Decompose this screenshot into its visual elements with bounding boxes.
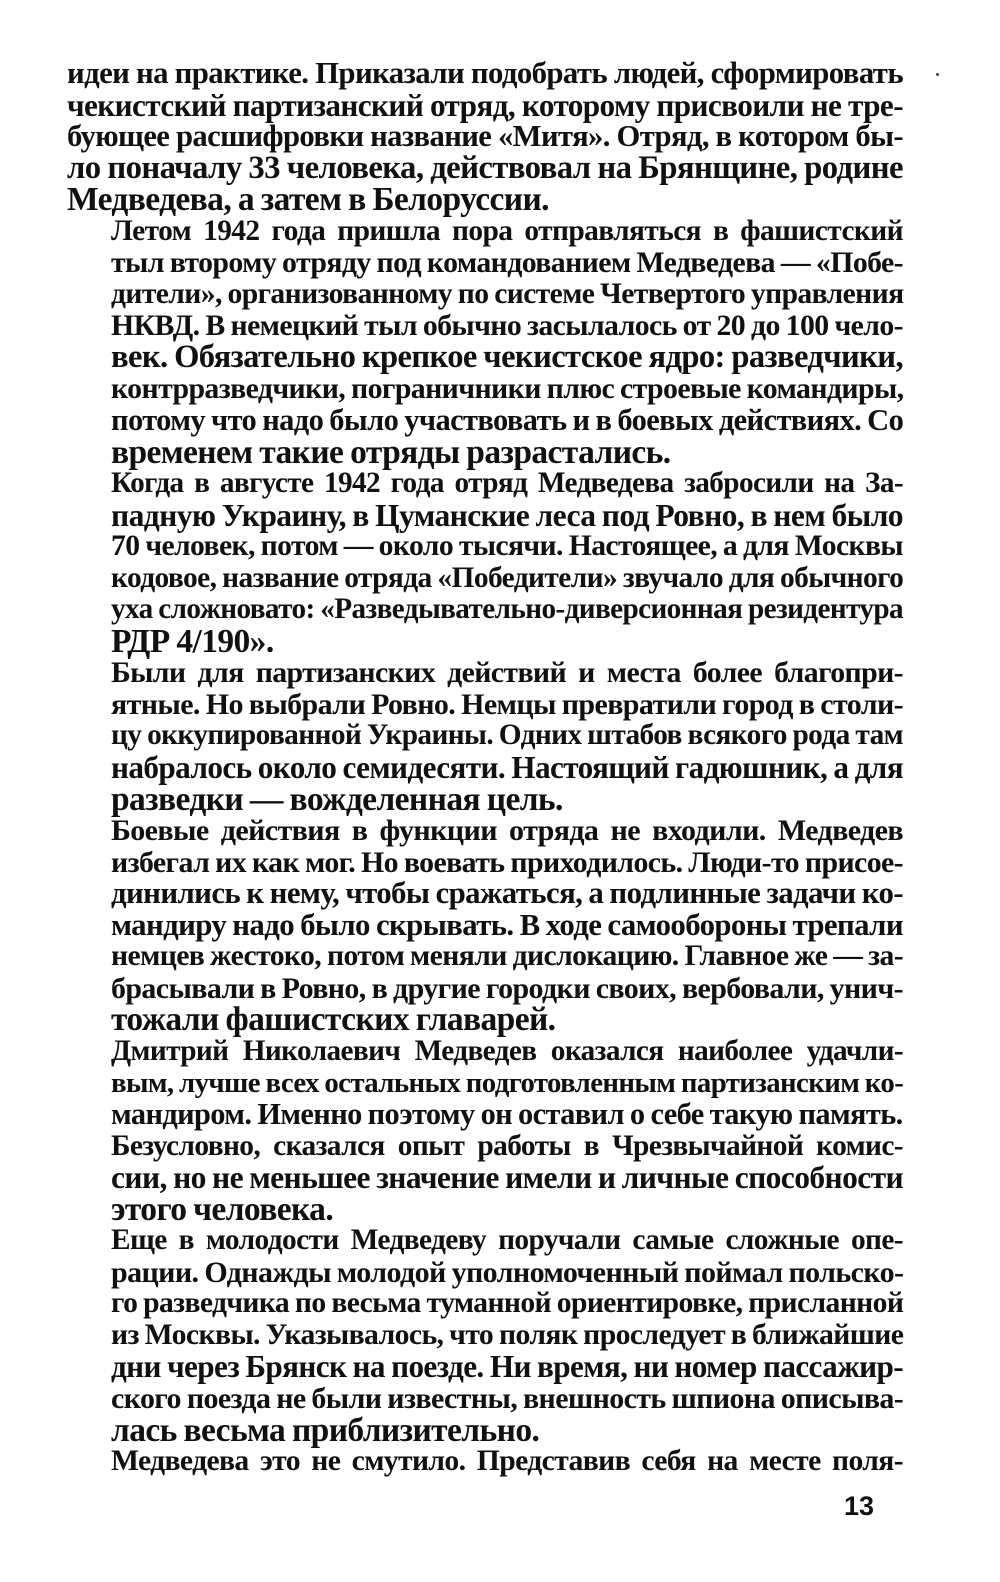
text-line: разведки — вожделенная цель. [111, 780, 563, 818]
text-line: немцев жестоко, потом меняли дислокацию. Главное же — за- [111, 940, 903, 973]
text-line: 70 человек, потом — около тысячи. Настоящее, а для Москвы [111, 530, 903, 563]
text-line: бующее расшифровки название «Митя». Отряд, в котором бы- [67, 119, 903, 154]
text-line: Еще в молодости Медведеву поручали самые сложные опе- [111, 1224, 903, 1257]
text-line: чекистский партизанский отряд, которому присвоили не тре- [67, 87, 903, 123]
text-line: Были для партизанских действий и места более благопри- [111, 656, 903, 690]
text-line: ло поначалу 33 человека, действовал на Брянщине, родине [67, 149, 903, 186]
text-line: из Москвы. Указывалось, что поляк проследует в ближайшие [111, 1318, 904, 1351]
text-line: рации. Однажды молодой уполномоченный поймал польско- [111, 1255, 904, 1289]
text-line: Летом 1942 года пришла пора отправляться в фашистский [111, 214, 903, 247]
text-line: Медведева это не смутило. Представив себя на месте поля- [111, 1445, 903, 1478]
text-line: дни через Брянск на поезде. Ни время, ни номер пассажир- [111, 1349, 904, 1385]
text-line: идеи на практике. Приказали подобрать людей, сформировать [67, 56, 903, 90]
page-number: 13 [844, 1491, 875, 1521]
text-line: Дмитрий Николаевич Медведев оказался наиболее удачли- [111, 1034, 903, 1067]
page-body [67, 58, 903, 1478]
text-line: сии, но не меньшее значение имели и личные способности [111, 1160, 904, 1196]
text-line: цу оккупированной Украины. Одних штабов всякого рода там [111, 719, 903, 752]
text-line: избегал их как мог. Но воевать приходилось. Люди-то присое- [111, 845, 903, 879]
text-line: тыл второму отряду под командованием Медведева — «Побе- [111, 246, 903, 280]
text-line: мандиром. Именно поэтому он оставил о себе такую память. [111, 1097, 903, 1132]
paragraph [67, 56, 903, 219]
text-line: лась весьма приблизительно. [111, 1411, 540, 1449]
text-line: ского поезда не были известны, внешность шпиона описыва- [111, 1381, 904, 1415]
paragraph [67, 1036, 903, 1131]
text-line: го разведчика по весьма туманной ориентировке, присланной [111, 1287, 904, 1320]
text-line: вым, лучше всех остальных подготовленным партизанским ко- [111, 1066, 904, 1099]
scan-speck [936, 73, 939, 76]
text-line: Медведева, а затем в Белоруссии. [67, 181, 549, 219]
paragraph [67, 214, 904, 471]
paragraph [67, 1446, 903, 1478]
text-line: век. Обязательно крепкое чекистское ядро: разведчики, [111, 338, 903, 375]
text-line: РДР 4/190». [111, 622, 274, 660]
text-line: брасывали в Ровно, в другие городки своих, вербовали, унич- [111, 971, 903, 1005]
paragraph [67, 467, 904, 660]
text-line: Боевые действия в функции отряда не входили. Медведев [111, 814, 903, 848]
text-line: этого человека. [111, 1190, 334, 1228]
text-line: кодовое, название отряда «Победители» звучало для обычного [111, 561, 904, 594]
text-line: временем такие отряды разрастались. [111, 433, 671, 471]
paragraph [67, 656, 903, 818]
text-line: падную Украину, в Цуманские леса под Ровно, в нем было [111, 497, 903, 533]
text-line: НКВД. В немецкий тыл обычно засылалось от 20 до 100 чело- [111, 309, 903, 343]
text-line: тожали фашистских главарей. [111, 1001, 556, 1039]
text-line: потому что надо было участвовать и в боевых действиях. Со [111, 403, 904, 438]
text-line: мандиру надо было скрывать. В ходе самообороны трепали [111, 907, 903, 942]
text-line: набралось около семидесяти. Настоящий гадюшник, а для [111, 750, 903, 786]
paragraph [67, 814, 903, 1039]
text-line: ятные. Но выбрали Ровно. Немцы превратили город в столи- [111, 687, 903, 721]
text-line: Когда в августе 1942 года отряд Медведева забросили на За- [111, 467, 903, 500]
text-line: контрразведчики, пограничники плюс строевые командиры, [111, 372, 904, 406]
text-line: динились к нему, чтобы сражаться, а подлинные задачи ко- [111, 876, 903, 911]
paragraph [67, 1131, 903, 1226]
text-line: уха сложновато: «Разведывательно-диверсионная резидентура [111, 593, 904, 626]
text-line: дители», организованному по системе Четвертого управления [111, 277, 904, 310]
text-line: Безусловно, сказался опыт работы в Чрезвычайной комис- [111, 1129, 903, 1162]
paragraph [67, 1224, 904, 1449]
